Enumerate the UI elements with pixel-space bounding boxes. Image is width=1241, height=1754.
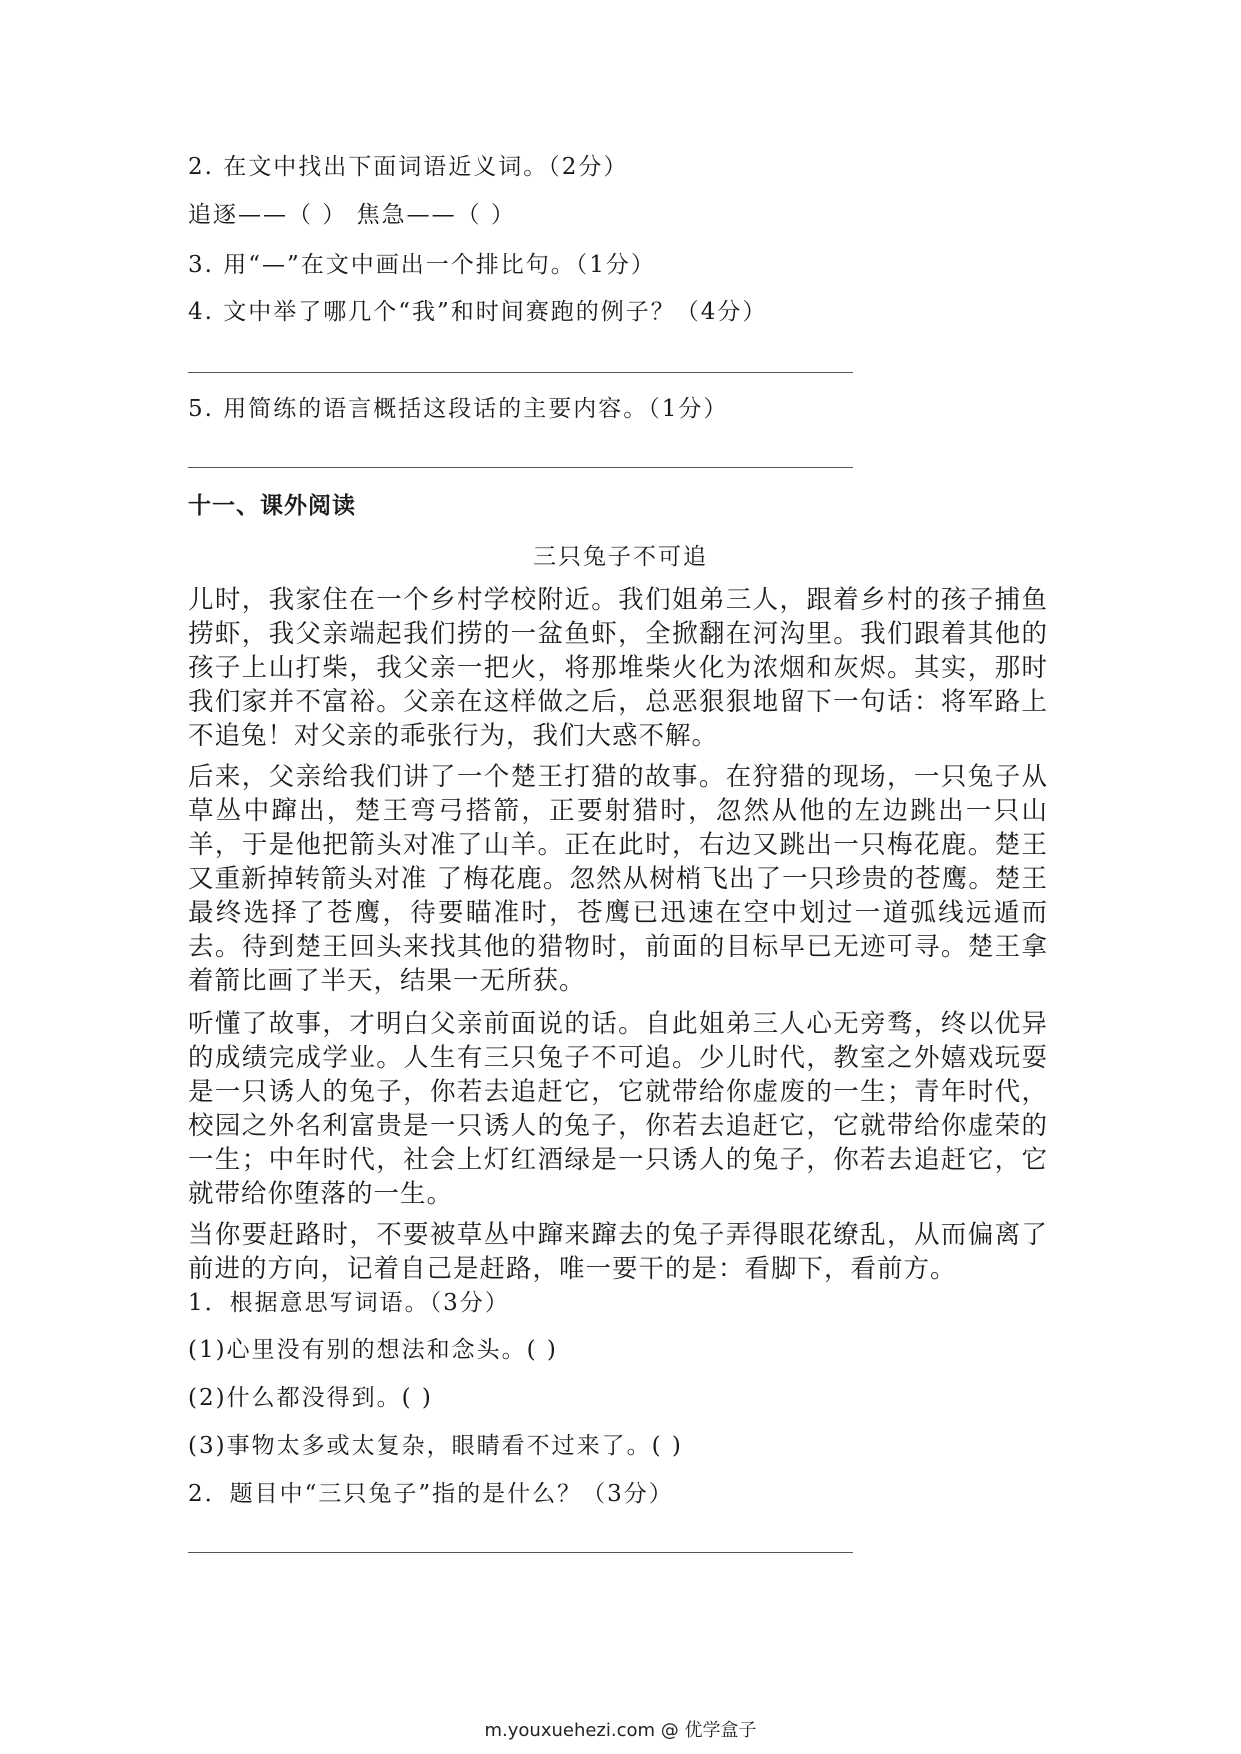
question-2: 2. 在文中找出下面词语近义词。（2分） (188, 154, 629, 180)
sub-item-2: (2)什么都没得到。( ) (188, 1385, 433, 1411)
story-paragraph-1: 儿时，我家住在一个乡村学校附近。我们姐弟三人，跟着乡村的孩子捕鱼捞虾，我父亲端起我们捞的一盆鱼虾，全掀翻在河沟里。我们跟着其他的孩子上山打柴，我父亲一把火，将那堆柴火化为浓烟和灰烬。其实，那时我们家并不富裕。父亲在这样做之后，总恶狠狠地留下一句话：将军路上不追兔！对父亲的乖张行为，我们大惑不解。 (188, 585, 1048, 751)
footer-watermark: m.youxuehezi.com @ 优学盒子 (484, 1720, 757, 1741)
question-4: 4. 文中举了哪几个“我”和时间赛跑的例子？（4分） (188, 299, 768, 325)
story-paragraph-2: 后来，父亲给我们讲了一个楚王打猎的故事。在狩猎的现场，一只兔子从草丛中蹿出，楚王弯弓搭箭，正要射猎时，忽然从他的左边跳出一只山羊，于是他把箭头对准了山羊。正在此时，右边又跳出一只梅花鹿。楚王又重新掉转箭头对准 了梅花鹿。忽然从树梢飞出了一只珍贵的苍鹰。楚王最终选择了苍鹰，待要瞄准时，苍鹰已迅速在空中划过一道弧线远遁而去。待到楚王回头来找其他的猎物时，前面的目标早已无迹可寻。楚王拿着箭比画了半天，结果一无所获。 (188, 762, 1048, 996)
question-3: 3. 用“—”在文中画出一个排比句。（1分） (188, 252, 656, 278)
story-paragraph-3: 听懂了故事，才明白父亲前面说的话。自此姐弟三人心无旁骛，终以优异的成绩完成学业。人生有三只兔子不可追。少儿时代，教室之外嬉戏玩耍是一只诱人的兔子，你若去追赶它，它就带给你虚废的一生；青年时代，校园之外名利富贵是一只诱人的兔子，你若去追赶它，它就带给你虚荣的一生；中年时代，社会上灯红酒绿是一只诱人的兔子，你若去追赶它，它就带给你堕落的一生。 (188, 1009, 1048, 1209)
sub-question-2: 2．题目中“三只兔子”指的是什么？（3分） (188, 1481, 674, 1507)
sub-item-1: (1)心里没有别的想法和念头。( ) (188, 1337, 558, 1363)
story-paragraph-4: 当你要赶路时，不要被草丛中蹿来蹿去的兔子弄得眼花缭乱，从而偏离了前进的方向，记着自己是赶路，唯一要干的是：看脚下，看前方。 (188, 1220, 1048, 1284)
answer-line (188, 467, 853, 468)
story-title: 三只兔子不可追 (533, 544, 708, 570)
sub-question-1: 1．根据意思写词语。（3分） (188, 1290, 510, 1316)
synonym-blanks: 追逐——（ ） 焦急——（ ） (188, 202, 516, 228)
answer-line (188, 1552, 853, 1553)
question-5: 5. 用简练的语言概括这段话的主要内容。（1分） (188, 396, 729, 422)
sub-item-3: (3)事物太多或太复杂，眼睛看不过来了。( ) (188, 1433, 683, 1459)
section-title: 十一、课外阅读 (188, 493, 356, 519)
answer-line (188, 372, 853, 373)
